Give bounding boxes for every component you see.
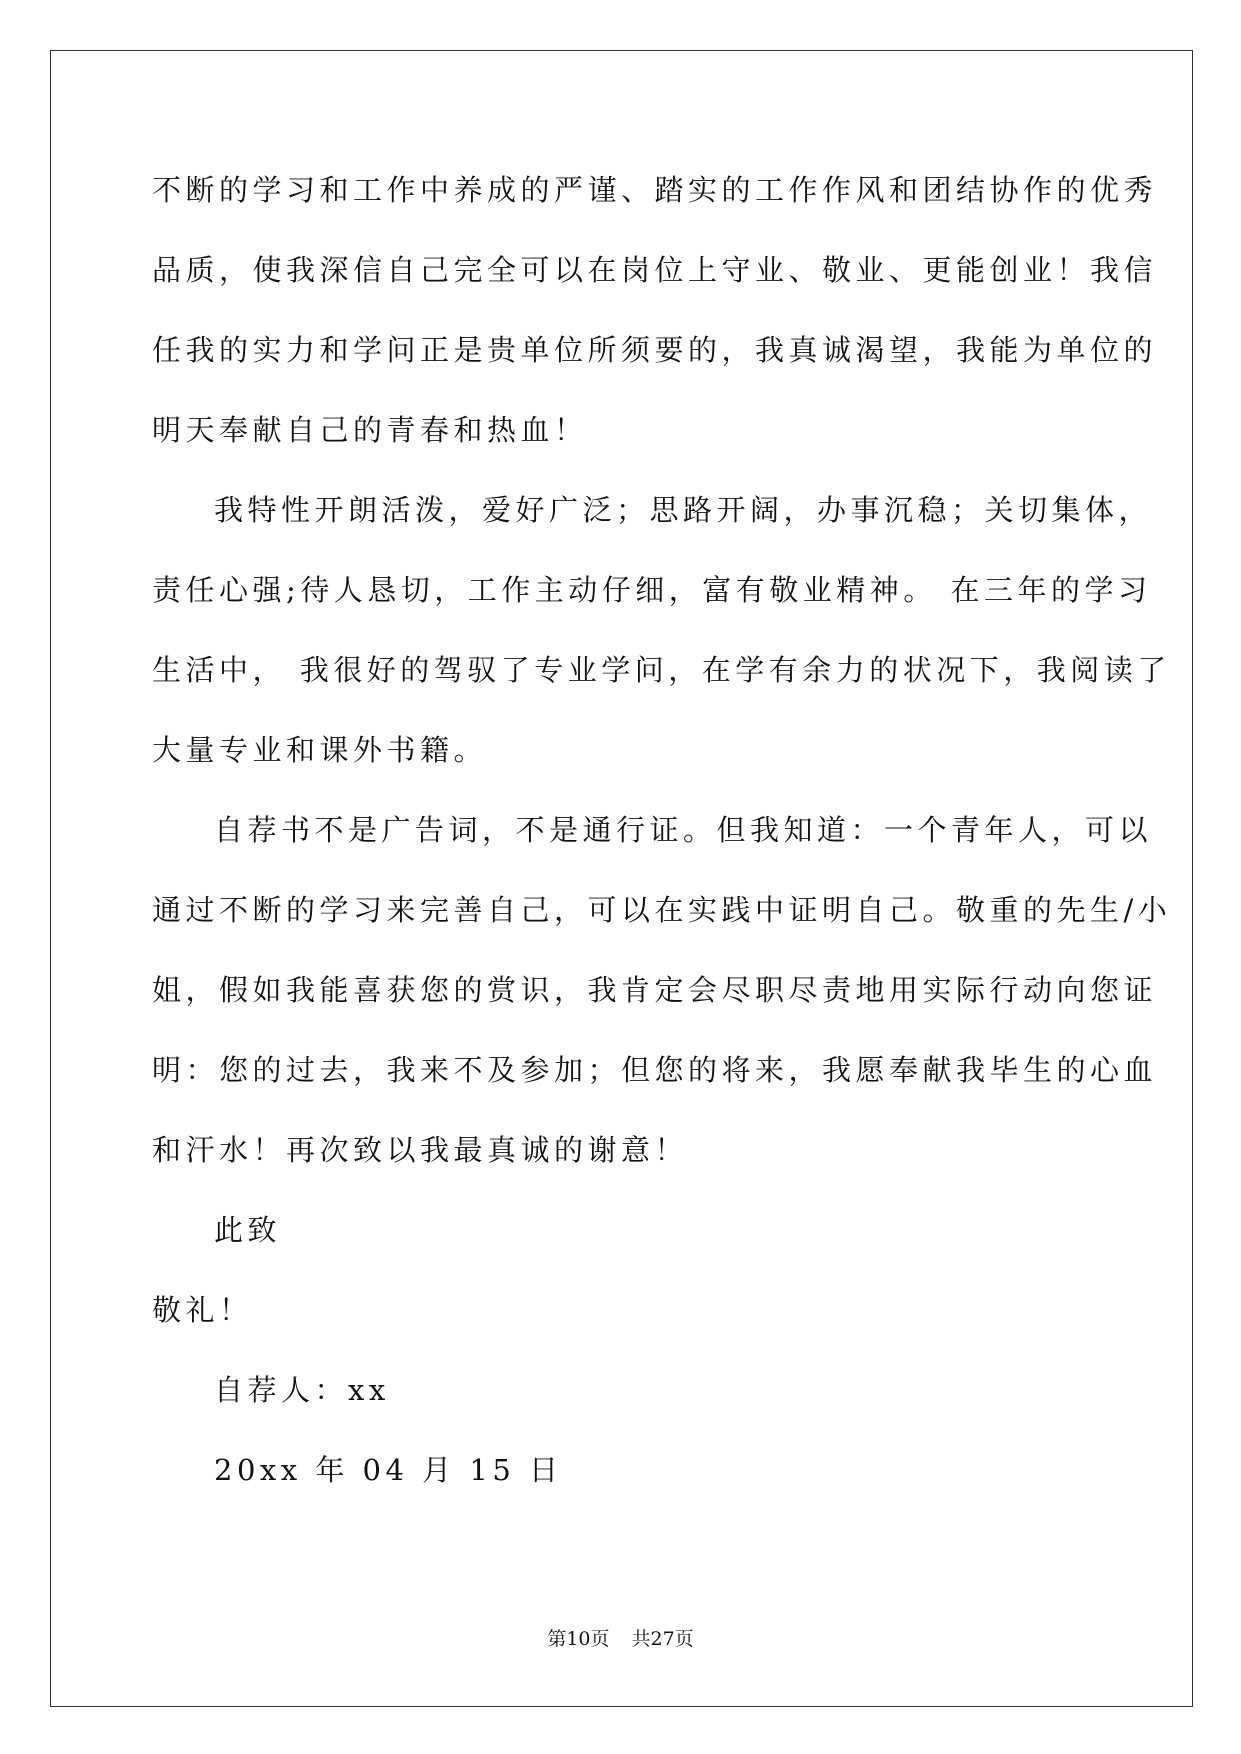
page-footer xyxy=(0,1624,1241,1651)
signature-line: 自荐人：xx xyxy=(214,1373,390,1407)
letter-body xyxy=(152,150,1172,1510)
text-line: 明：您的过去，我来不及参加；但您的将来，我愿奉献我毕生的心血 xyxy=(152,1053,1158,1087)
text-line: 品质，使我深信自己完全可以在岗位上守业、敬业、更能创业！我信 xyxy=(152,253,1158,287)
text-line: 自荐书不是广告词，不是通行证。但我知道：一个青年人，可以 xyxy=(214,813,1153,847)
text-line: 通过不断的学习来完善自己，可以在实践中证明自己。敬重的先生/小 xyxy=(152,893,1172,927)
date-line: 20xx 年 04 月 15 日 xyxy=(214,1453,563,1487)
text-line: 生活中， 我很好的驾驭了专业学问，在学有余力的状况下，我阅读了 xyxy=(152,653,1171,687)
text-line: 不断的学习和工作中养成的严谨、踏实的工作作风和团结协作的优秀 xyxy=(152,173,1158,207)
text-line: 明天奉献自己的青春和热血！ xyxy=(152,413,588,447)
text-line: 任我的实力和学问正是贵单位所须要的，我真诚渴望，我能为单位的 xyxy=(152,333,1158,367)
text-line: 姐，假如我能喜获您的赏识，我肯定会尽职尽责地用实际行动向您证 xyxy=(152,973,1158,1007)
page-total: 共27页 xyxy=(631,1628,694,1650)
closing-salutation: 此致 xyxy=(214,1213,282,1247)
text-line: 责任心强;待人恳切，工作主动仔细，富有敬业精神。 在三年的学习 xyxy=(152,573,1152,607)
page-number: 第10页 xyxy=(547,1628,610,1650)
text-line: 和汗水！再次致以我最真诚的谢意！ xyxy=(152,1133,689,1167)
closing-regards: 敬礼！ xyxy=(152,1293,253,1327)
text-line: 我特性开朗活泼，爱好广泛；思路开阔，办事沉稳；关切集体， xyxy=(214,493,1153,527)
text-line: 大量专业和课外书籍。 xyxy=(152,733,488,767)
